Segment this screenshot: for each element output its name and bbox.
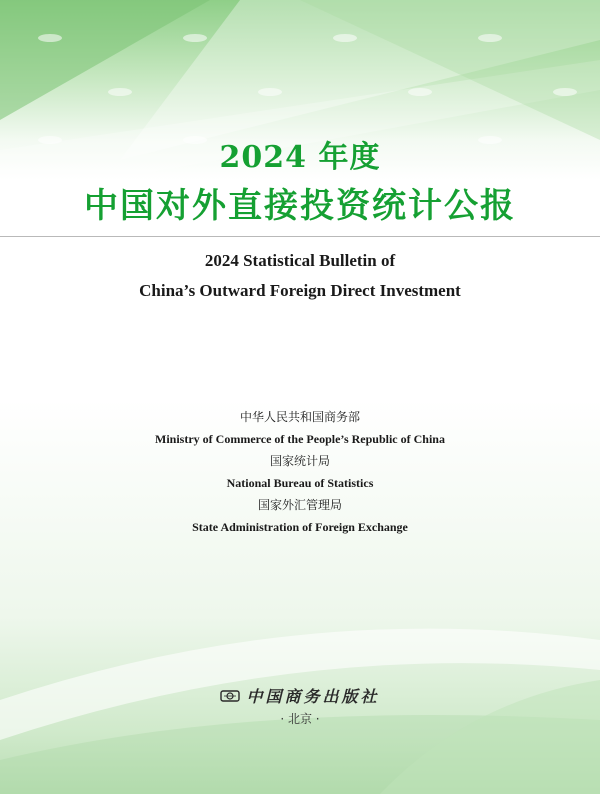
publisher-nbs-cn: 国家统计局 <box>269 454 330 468</box>
title-divider <box>0 236 600 237</box>
publisher-safe-en: State Administration of Foreign Exchange <box>192 520 408 534</box>
publisher-safe-cn: 国家外汇管理局 <box>257 498 342 512</box>
publishers-list <box>0 406 600 538</box>
publisher-nbs-en: National Bureau of Statistics <box>226 476 374 490</box>
publisher-mofcom-cn: 中华人民共和国商务部 <box>239 410 360 424</box>
press-city: · 北京 · <box>280 712 320 726</box>
english-title-line1: 2024 Statistical Bulletin of <box>204 251 396 270</box>
press-logo-icon <box>220 689 240 703</box>
english-title <box>0 246 600 306</box>
english-title-line2: China’s Outward Foreign Direct Investment <box>139 281 461 300</box>
press-name: 中国商务出版社 <box>246 687 380 706</box>
title-year: 2024 年度 <box>219 140 381 175</box>
press-imprint <box>0 684 600 707</box>
title-main: 中国对外直接投资统计公报 <box>84 186 516 226</box>
publisher-mofcom-en: Ministry of Commerce of the People’s Republic of China <box>155 432 445 446</box>
